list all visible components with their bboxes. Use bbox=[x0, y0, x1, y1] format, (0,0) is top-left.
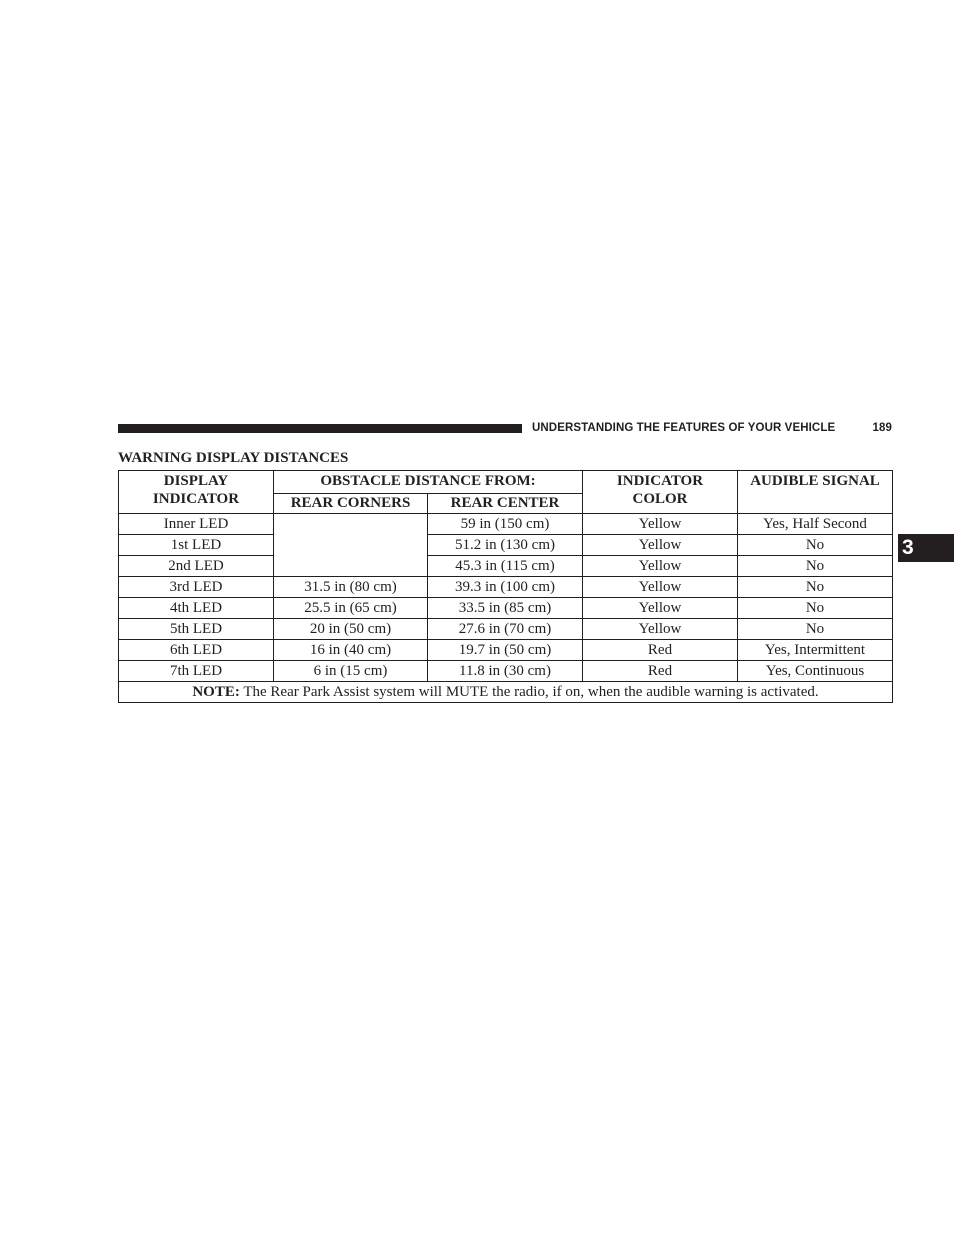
running-header bbox=[532, 420, 892, 436]
note-label: NOTE: bbox=[192, 684, 240, 700]
center-cell: 19.7 in (50 cm) bbox=[428, 640, 583, 661]
corners-cell: 20 in (50 cm) bbox=[274, 619, 428, 640]
running-title: UNDERSTANDING THE FEATURES OF YOUR VEHICLE bbox=[532, 422, 836, 434]
table-row bbox=[119, 577, 893, 598]
table-row bbox=[119, 535, 893, 556]
indicator-cell: 7th LED bbox=[119, 661, 274, 682]
color-cell: Yellow bbox=[583, 598, 738, 619]
color-cell: Yellow bbox=[583, 619, 738, 640]
corners-cell: 31.5 in (80 cm) bbox=[274, 577, 428, 598]
signal-cell: Yes, Continuous bbox=[738, 661, 893, 682]
table-row bbox=[119, 556, 893, 577]
corners-cell-empty bbox=[274, 514, 428, 577]
indicator-cell: 5th LED bbox=[119, 619, 274, 640]
indicator-cell: 2nd LED bbox=[119, 556, 274, 577]
header-rear-corners: REAR CORNERS bbox=[274, 494, 428, 514]
color-cell: Red bbox=[583, 640, 738, 661]
indicator-cell: 3rd LED bbox=[119, 577, 274, 598]
signal-cell: No bbox=[738, 556, 893, 577]
color-cell: Yellow bbox=[583, 514, 738, 535]
signal-cell: No bbox=[738, 619, 893, 640]
center-cell: 59 in (150 cm) bbox=[428, 514, 583, 535]
chapter-tab: 3 bbox=[898, 534, 954, 562]
table-row bbox=[119, 598, 893, 619]
signal-cell: Yes, Intermittent bbox=[738, 640, 893, 661]
center-cell: 51.2 in (130 cm) bbox=[428, 535, 583, 556]
page-number: 189 bbox=[872, 422, 892, 434]
indicator-cell: 1st LED bbox=[119, 535, 274, 556]
header-audible-signal: AUDIBLE SIGNAL bbox=[738, 471, 893, 514]
signal-cell: No bbox=[738, 598, 893, 619]
center-cell: 39.3 in (100 cm) bbox=[428, 577, 583, 598]
header-rule bbox=[118, 424, 522, 433]
header-obstacle-distance: OBSTACLE DISTANCE FROM: bbox=[274, 471, 583, 494]
note-cell bbox=[119, 682, 893, 703]
header-display-indicator: DISPLAY INDICATOR bbox=[119, 471, 274, 514]
signal-cell: No bbox=[738, 577, 893, 598]
corners-cell: 6 in (15 cm) bbox=[274, 661, 428, 682]
table-row bbox=[119, 619, 893, 640]
table-row bbox=[119, 640, 893, 661]
indicator-cell: 6th LED bbox=[119, 640, 274, 661]
indicator-cell: 4th LED bbox=[119, 598, 274, 619]
center-cell: 27.6 in (70 cm) bbox=[428, 619, 583, 640]
section-title: WARNING DISPLAY DISTANCES bbox=[118, 450, 349, 466]
color-cell: Yellow bbox=[583, 556, 738, 577]
header-rear-center: REAR CENTER bbox=[428, 494, 583, 514]
color-cell: Yellow bbox=[583, 577, 738, 598]
indicator-cell: Inner LED bbox=[119, 514, 274, 535]
center-cell: 11.8 in (30 cm) bbox=[428, 661, 583, 682]
center-cell: 45.3 in (115 cm) bbox=[428, 556, 583, 577]
signal-cell: No bbox=[738, 535, 893, 556]
warning-distances-table bbox=[118, 470, 893, 703]
table-row bbox=[119, 661, 893, 682]
corners-cell: 25.5 in (65 cm) bbox=[274, 598, 428, 619]
color-cell: Red bbox=[583, 661, 738, 682]
table-row bbox=[119, 514, 893, 535]
color-cell: Yellow bbox=[583, 535, 738, 556]
signal-cell: Yes, Half Second bbox=[738, 514, 893, 535]
note-text: The Rear Park Assist system will MUTE the radio, if on, when the audible warning is activated. bbox=[239, 684, 819, 700]
header-indicator-color: INDICATOR COLOR bbox=[583, 471, 738, 514]
corners-cell: 16 in (40 cm) bbox=[274, 640, 428, 661]
center-cell: 33.5 in (85 cm) bbox=[428, 598, 583, 619]
note-row bbox=[119, 682, 893, 703]
